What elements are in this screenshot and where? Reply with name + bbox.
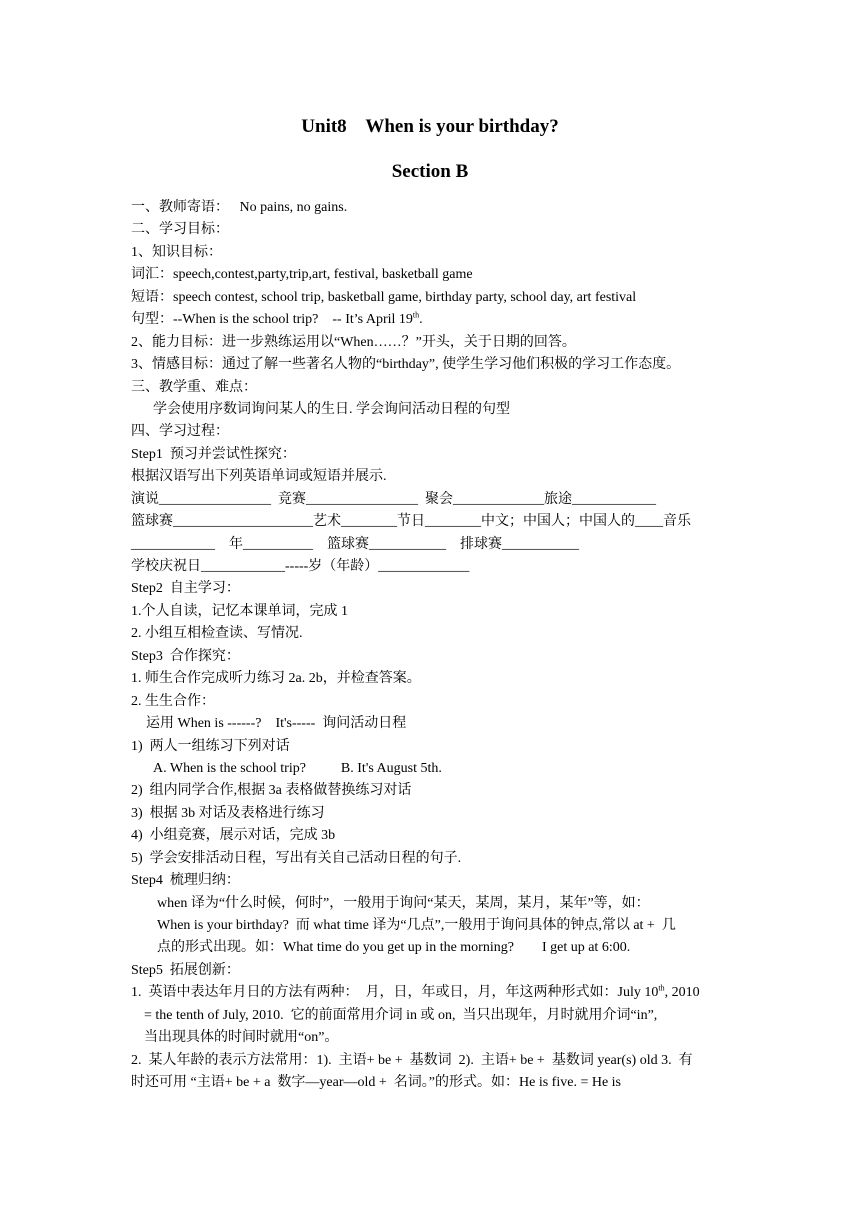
- step2-heading: Step2 自主学习：: [131, 581, 240, 597]
- fill-blank-line-3: ____________ 年__________ 篮球赛___________ 排球赛___________: [131, 536, 579, 552]
- extension-line-1: 1. 英语中表达年月日的方法有两种： 月，日，年或日，月，年这两种形式如：July 10th, 2010: [131, 983, 700, 1001]
- step2-item-1: 1.个人自读，记忆本课单词，完成 1: [131, 603, 348, 619]
- practice-item-2: 2) 组内同学合作,根据 3a 表格做替换练习对话: [131, 783, 412, 799]
- step1-instruction: 根据汉语写出下列英语单词或短语并展示.: [131, 469, 387, 485]
- emotion-goal-line: 3、情感目标：通过了解一些著名人物的“birthday”, 使学生学习他们积极的学习工作态度。: [131, 357, 681, 373]
- phrases-line: 短语：speech contest, school trip, basketball game, birthday party, school day, art festival: [131, 289, 637, 305]
- document-title: Unit8 When is your birthday?: [301, 116, 559, 137]
- practice-item-4: 4) 小组竞赛，展示对话，完成 3b: [131, 828, 336, 844]
- section-heading: Section B: [391, 161, 469, 182]
- extension-line-2: = the tenth of July, 2010. 它的前面常用介词 in 或 on, 当只出现年，月时就用介词“in”,: [144, 1007, 658, 1023]
- step4-heading: Step4 梳理归纳：: [131, 873, 240, 889]
- fill-blank-line-1: 演说________________ 竞赛________________ 聚会_____________旅途____________: [131, 491, 656, 507]
- document-body: [131, 197, 731, 1095]
- teacher-motto: 一、教师寄语： No pains, no gains.: [131, 200, 348, 215]
- key-points-heading: 三、教学重、难点：: [131, 379, 257, 395]
- knowledge-goal-heading: 1、知识目标：: [131, 244, 222, 260]
- extension-line-3: 当出现具体的时间时就用“on”。: [144, 1030, 339, 1046]
- dialogue-example: A. When is the school trip? B. It's August 5th.: [153, 760, 442, 776]
- vocabulary-line: 词汇：speech,contest,party,trip,art, festival, basketball game: [131, 267, 473, 283]
- ordinal-suffix: th: [658, 983, 665, 993]
- section-heading-goals: 二、学习目标：: [131, 222, 229, 238]
- ordinal-suffix: th: [412, 310, 420, 320]
- practice-item-1: 1) 两人一组练习下列对话: [131, 738, 290, 754]
- step1-heading: Step1 预习并尝试性探究：: [131, 446, 296, 462]
- pattern-line: 运用 When is ------? It's----- 询问活动日程: [146, 716, 407, 732]
- fill-blank-line-2: 篮球赛____________________艺术________节日________中文；中国人；中国人的____音乐: [131, 514, 691, 530]
- step2-item-2: 2. 小组互相检查读、写情况.: [131, 626, 303, 642]
- ability-goal-line: 2、能力目标：进一步熟练运用以“When……？”开头，关于日期的回答。: [131, 334, 576, 350]
- summary-line-1: when 译为“什么时候，何时”，一般用于询问“某天，某周，某月，某年”等，如：: [157, 895, 650, 911]
- process-heading: 四、学习过程：: [131, 424, 229, 440]
- key-points-text: 学会使用序数词询问某人的生日. 学会询问活动日程的句型: [153, 401, 510, 417]
- step3-item-1: 1. 师生合作完成听力练习 2a. 2b，并检查答案。: [131, 671, 421, 687]
- step3-item-2: 2. 生生合作：: [131, 693, 215, 709]
- summary-line-3: 点的形式出现。如：What time do you get up in the morning? I get up at 6:00.: [157, 940, 631, 956]
- summary-line-2: When is your birthday? 而 what time 译为“几点”,一般用于询问具体的钟点,常以 at + 几: [157, 918, 676, 933]
- practice-item-5: 5) 学会安排活动日程，写出有关自己活动日程的句子.: [131, 850, 462, 866]
- step5-heading: Step5 拓展创新：: [131, 962, 240, 978]
- extension-line-4: 2. 某人年龄的表示方法常用：1). 主语+ be + 基数词 2). 主语+ be + 基数词 year(s) old 3. 有: [131, 1052, 693, 1068]
- fill-blank-line-4: 学校庆祝日____________-----岁（年龄）_____________: [131, 559, 470, 574]
- extension-line-5: 时还可用 “主语+ be + a 数字—year—old + 名词。”的形式。如：He is five. = He is: [131, 1075, 622, 1091]
- sentence-pattern-line: 句型：--When is the school trip? -- It’s April 19th.: [131, 310, 423, 328]
- step3-heading: Step3 合作探究：: [131, 648, 240, 664]
- practice-item-3: 3) 根据 3b 对话及表格进行练习: [131, 805, 325, 821]
